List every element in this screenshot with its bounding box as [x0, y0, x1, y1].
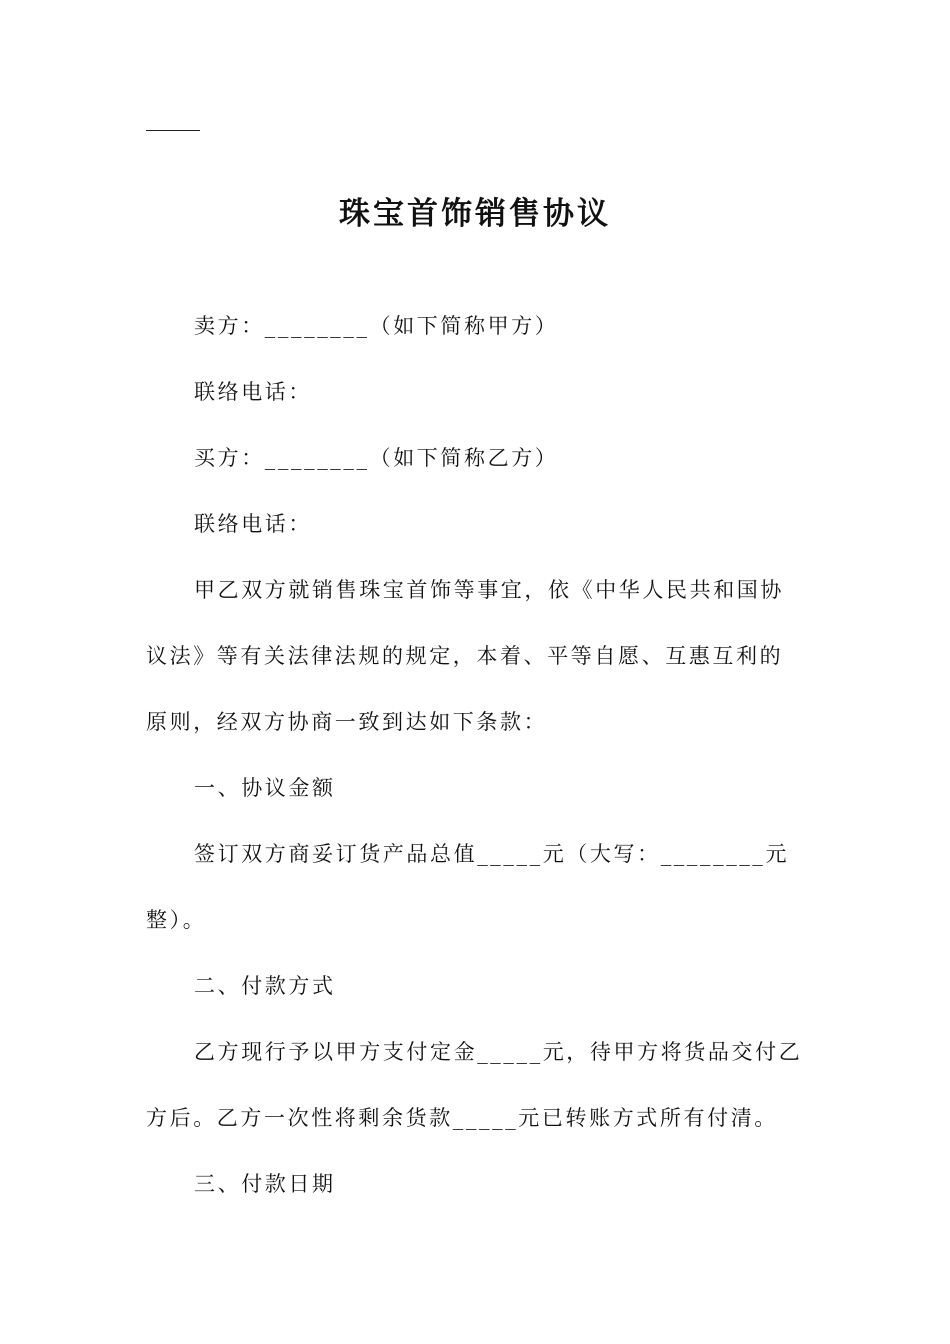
- preamble-line-3: 原则，经双方协商一致到达如下条款：: [146, 710, 548, 734]
- buyer-line: 买方：________（如下简称乙方）: [194, 446, 559, 470]
- section-heading-payment-method: 二、付款方式: [194, 974, 336, 998]
- section-heading-payment-date: 三、付款日期: [194, 1172, 336, 1196]
- amount-line-1: 签订双方商妥订货产品总值_____元（大写：________元: [194, 842, 790, 866]
- buyer-phone-line: 联络电话：: [194, 512, 312, 536]
- payment-line-1: 乙方现行予以甲方支付定金_____元，待甲方将货品交付乙: [194, 1040, 803, 1064]
- seller-phone-line: 联络电话：: [194, 380, 312, 404]
- seller-line: 卖方：________（如下简称甲方）: [194, 314, 559, 338]
- preamble-line-1: 甲乙双方就销售珠宝首饰等事宜，依《中华人民共和国协: [194, 578, 784, 602]
- document-title: 珠宝首饰销售协议: [339, 196, 611, 232]
- amount-line-2: 整）。: [146, 908, 207, 932]
- preamble-line-2: 议法》等有关法律法规的规定，本着、平等自愿、互惠互利的: [146, 644, 784, 668]
- payment-line-2: 方后。乙方一次性将剩余货款_____元已转账方式所有付清。: [146, 1106, 778, 1130]
- header-rule: [146, 130, 200, 131]
- section-heading-amount: 一、协议金额: [194, 776, 336, 800]
